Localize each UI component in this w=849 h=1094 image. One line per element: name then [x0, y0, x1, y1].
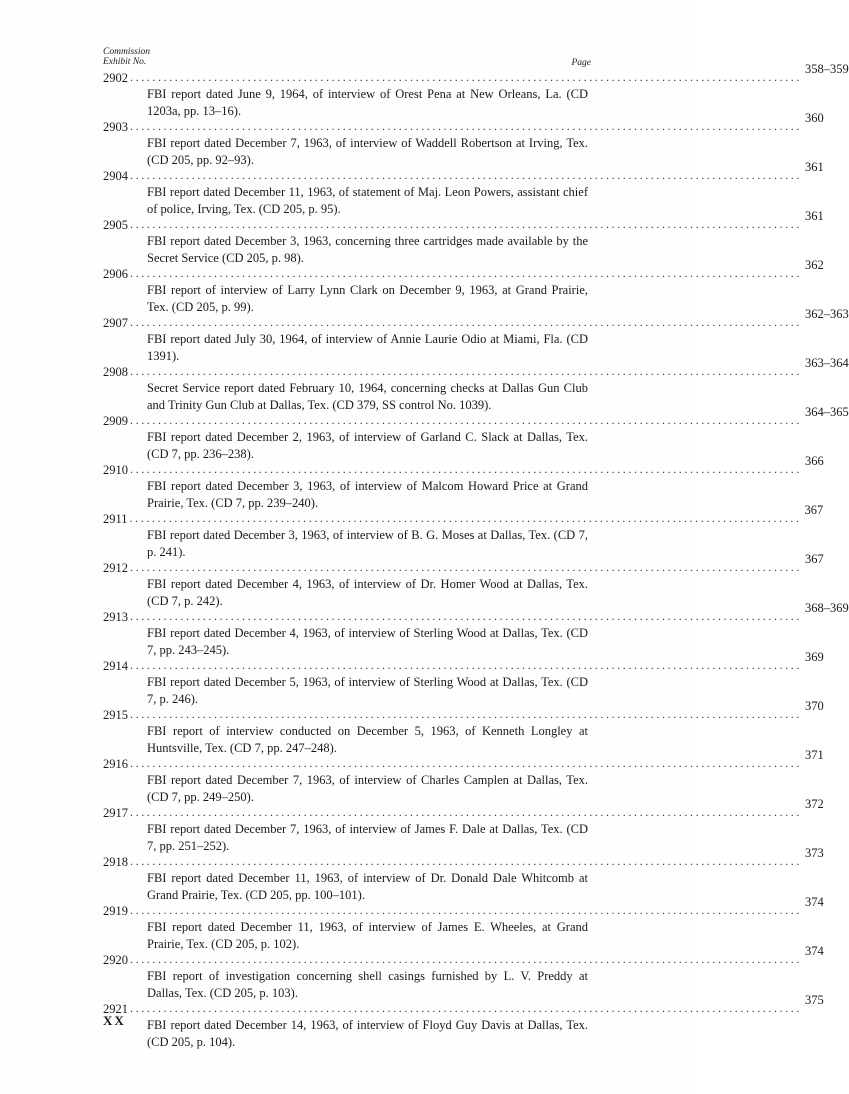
exhibit-entry — [103, 895, 824, 952]
exhibit-number: 2906 — [103, 267, 128, 281]
page-reference: 374 — [805, 944, 824, 958]
exhibit-entry — [103, 503, 824, 560]
page-reference: 370 — [805, 699, 824, 713]
exhibit-description: FBI report of interview conducted on December 5, 1963, of Kenneth Longley at Huntsville, Tex. (CD 7, pp. 247–248). — [147, 724, 588, 755]
dot-leader: ........................................................................................................................ — [130, 952, 802, 966]
exhibit-description: FBI report dated December 3, 1963, of interview of Malcom Howard Price at Grand Prairie, Tex. (CD 7, pp. 239–240). — [147, 479, 588, 510]
dot-leader: ........................................................................................................................ — [130, 805, 802, 819]
entry-heading-line — [103, 552, 824, 576]
entry-heading-line — [103, 503, 824, 527]
dot-leader: ........................................................................................................................ — [130, 119, 802, 133]
exhibit-description: FBI report dated December 14, 1963, of interview of Floyd Guy Davis at Dallas, Tex. (CD 205, p. 104). — [147, 1018, 588, 1049]
page-reference: 374 — [805, 895, 824, 909]
exhibit-entry — [103, 993, 824, 1050]
page-reference: 368–369 — [805, 601, 849, 615]
page-reference: 361 — [805, 209, 824, 223]
exhibit-number: 2915 — [103, 708, 128, 722]
exhibit-number: 2902 — [103, 71, 128, 85]
page-reference: 361 — [805, 160, 824, 174]
exhibit-number: 2910 — [103, 463, 128, 477]
dot-leader: ........................................................................................................................ — [130, 609, 802, 623]
exhibit-number: 2916 — [103, 757, 128, 771]
entry-heading-line — [103, 356, 849, 380]
exhibit-number: 2904 — [103, 169, 128, 183]
entry-heading-line — [103, 895, 824, 919]
exhibit-number: 2912 — [103, 561, 128, 575]
exhibit-description: FBI report of investigation concerning shell casings furnished by L. V. Preddy at Dallas, Tex. (CD 205, p. 103). — [147, 969, 588, 1000]
page-reference: 366 — [805, 454, 824, 468]
exhibit-description: FBI report dated December 4, 1963, of interview of Sterling Wood at Dallas, Tex. (CD 7, pp. 243–245). — [147, 626, 588, 657]
exhibit-description: FBI report dated December 11, 1963, of interview of James E. Wheeles, at Grand Prairie, Tex. (CD 205, p. 102). — [147, 920, 588, 951]
exhibit-entry — [103, 552, 824, 609]
exhibit-entry — [103, 601, 849, 658]
exhibit-number: 2919 — [103, 904, 128, 918]
exhibit-entry — [103, 160, 824, 217]
exhibit-number: 2920 — [103, 953, 128, 967]
exhibit-description: FBI report dated December 7, 1963, of interview of Charles Camplen at Dallas, Tex. (CD 7, pp. 249–250). — [147, 773, 588, 804]
dot-leader: ........................................................................................................................ — [130, 1001, 802, 1015]
page-reference: 372 — [805, 797, 824, 811]
page-reference: 363–364 — [805, 356, 849, 370]
exhibit-description: FBI report dated December 7, 1963, of interview of James F. Dale at Dallas, Tex. (CD 7, pp. 251–252). — [147, 822, 588, 853]
exhibit-description: FBI report dated December 4, 1963, of interview of Dr. Homer Wood at Dallas, Tex. (CD 7, p. 242). — [147, 577, 588, 608]
exhibit-number: 2911 — [103, 512, 128, 526]
dot-leader: ........................................................................................................................ — [130, 364, 802, 378]
exhibit-number: 2918 — [103, 855, 128, 869]
exhibit-description: FBI report dated July 30, 1964, of interview of Annie Laurie Odio at Miami, Fla. (CD 1391). — [147, 332, 588, 363]
header-commission: Commission — [103, 47, 150, 57]
exhibit-number: 2917 — [103, 806, 128, 820]
exhibit-description: Secret Service report dated February 10, 1964, concerning checks at Dallas Gun Club and Trinity Gun Club at Dallas, Tex. (CD 379, SS control No. 1039). — [147, 381, 588, 412]
page-reference: 364–365 — [805, 405, 849, 419]
exhibit-description: FBI report of interview of Larry Lynn Clark on December 9, 1963, at Grand Prairie, Tex. (CD 205, p. 99). — [147, 283, 588, 314]
dot-leader: ........................................................................................................................ — [130, 462, 802, 476]
dot-leader: ........................................................................................................................ — [130, 854, 802, 868]
exhibit-number: 2908 — [103, 365, 128, 379]
page-reference: 375 — [805, 993, 824, 1007]
exhibit-number: 2903 — [103, 120, 128, 134]
page-number-roman: XX — [103, 1013, 126, 1028]
dot-leader: ........................................................................................................................ — [130, 707, 802, 721]
page-reference: 369 — [805, 650, 824, 664]
column-header-page: Page — [571, 58, 591, 68]
page-reference: 362 — [805, 258, 824, 272]
dot-leader: ........................................................................................................................ — [130, 315, 802, 329]
exhibit-description: FBI report dated December 7, 1963, of interview of Waddell Robertson at Irving, Tex. (CD 205, pp. 92–93). — [147, 136, 588, 167]
dot-leader: ........................................................................................................................ — [130, 70, 802, 84]
dot-leader: ........................................................................................................................ — [130, 756, 802, 770]
entry-heading-line — [103, 454, 824, 478]
dot-leader: ........................................................................................................................ — [130, 560, 802, 574]
page-reference: 367 — [805, 552, 824, 566]
dot-leader: ........................................................................................................................ — [130, 217, 802, 231]
entry-heading-line — [103, 797, 824, 821]
dot-leader: ........................................................................................................................ — [129, 511, 802, 525]
entry-heading-line — [103, 307, 849, 331]
page-reference: 371 — [805, 748, 824, 762]
exhibit-number: 2914 — [103, 659, 128, 673]
dot-leader: ........................................................................................................................ — [130, 266, 802, 280]
entry-heading-line — [103, 944, 824, 968]
entry-heading-line — [103, 601, 849, 625]
entry-heading-line — [103, 160, 824, 184]
entry-heading-line — [103, 699, 824, 723]
page-reference: 362–363 — [805, 307, 849, 321]
exhibit-description: FBI report dated December 11, 1963, of interview of Dr. Donald Dale Whitcomb at Grand Prairie, Tex. (CD 205, pp. 100–101). — [147, 871, 588, 902]
dot-leader: ........................................................................................................................ — [130, 168, 802, 182]
header-exhibit-no: Exhibit No. — [103, 57, 147, 67]
entry-heading-line — [103, 993, 824, 1017]
column-header-exhibit — [103, 47, 150, 67]
exhibit-description: FBI report dated December 5, 1963, of interview of Sterling Wood at Dallas, Tex. (CD 7, p. 246). — [147, 675, 588, 706]
exhibit-number: 2921 — [103, 1002, 128, 1016]
dot-leader: ........................................................................................................................ — [130, 413, 802, 427]
exhibit-description: FBI report dated December 2, 1963, of interview of Garland C. Slack at Dallas, Tex. (CD 7, pp. 236–238). — [147, 430, 588, 461]
exhibit-description: FBI report dated June 9, 1964, of interview of Orest Pena at New Orleans, La. (CD 1203a, pp. 13–16). — [147, 87, 588, 118]
page-reference: 360 — [805, 111, 824, 125]
entry-heading-line — [103, 209, 824, 233]
exhibit-entry — [103, 258, 824, 315]
exhibit-number: 2913 — [103, 610, 128, 624]
exhibit-description: FBI report dated December 3, 1963, of interview of B. G. Moses at Dallas, Tex. (CD 7, p. 241). — [147, 528, 588, 559]
entry-heading-line — [103, 258, 824, 282]
entry-heading-line — [103, 111, 824, 135]
page-reference: 358–359 — [805, 62, 849, 76]
entry-heading-line — [103, 405, 849, 429]
exhibit-number: 2905 — [103, 218, 128, 232]
entry-heading-line — [103, 748, 824, 772]
page-reference: 367 — [804, 503, 824, 517]
page-reference: 373 — [805, 846, 824, 860]
dot-leader: ........................................................................................................................ — [130, 903, 802, 917]
entry-heading-line — [103, 650, 824, 674]
exhibit-number: 2909 — [103, 414, 128, 428]
dot-leader: ........................................................................................................................ — [130, 658, 802, 672]
entry-heading-line — [103, 846, 824, 870]
exhibit-description: FBI report dated December 3, 1963, concerning three cartridges made available by the Secret Service (CD 205, p. 98). — [147, 234, 588, 265]
exhibit-number: 2907 — [103, 316, 128, 330]
exhibit-description: FBI report dated December 11, 1963, of statement of Maj. Leon Powers, assistant chief of police, Irving, Tex. (CD 205, p. 95). — [147, 185, 588, 216]
